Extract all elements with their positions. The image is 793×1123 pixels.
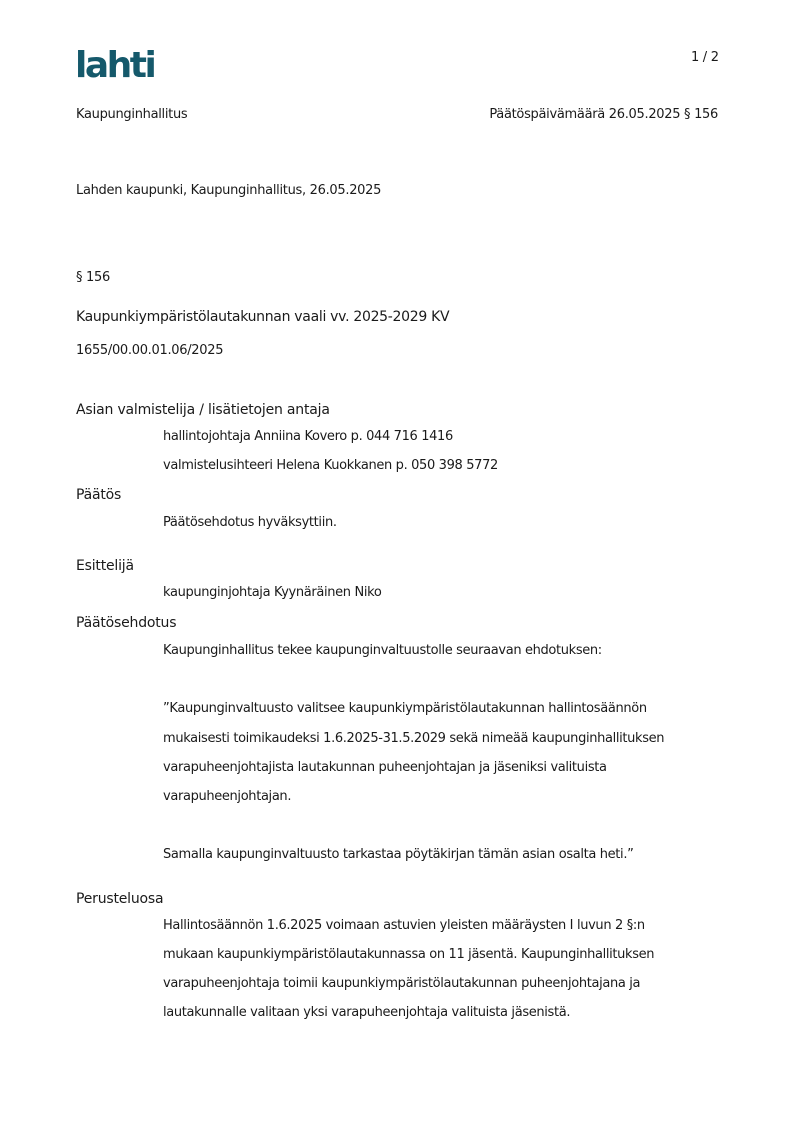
- presenter-heading: Esittelijä: [76, 558, 134, 574]
- meeting-line: Lahden kaupunki, Kaupunginhallitus, 26.05.2025: [76, 183, 382, 198]
- lahti-logo-icon: [75, 46, 167, 82]
- rationale-line: varapuheenjohtaja toimii kaupunkiympäristölautakunnan puheenjohtajana ja: [163, 976, 641, 991]
- section-number: § 156: [76, 270, 110, 285]
- proposal-quote-line: varapuheenjohtajista lautakunnan puheenjohtajan ja jäseniksi valituista: [163, 760, 607, 775]
- preparer-line: hallintojohtaja Anniina Kovero p. 044 716 1416: [163, 429, 453, 444]
- decision-heading: Päätös: [76, 487, 122, 503]
- rationale-heading: Perusteluosa: [76, 891, 164, 907]
- logo-wordmark: lahti: [75, 46, 155, 82]
- proposal-heading: Päätösehdotus: [76, 615, 177, 631]
- rationale-line: mukaan kaupunkiympäristölautakunnassa on 11 jäsentä. Kaupunginhallituksen: [163, 947, 655, 962]
- proposal-intro: Kaupunginhallitus tekee kaupunginvaltuustolle seuraavan ehdotuksen:: [163, 643, 602, 658]
- lahti-logo: [75, 46, 167, 82]
- page-number: 1 / 2: [691, 50, 719, 65]
- organ-name: Kaupunginhallitus: [76, 107, 188, 122]
- presenter-text: kaupunginjohtaja Kyynäräinen Niko: [163, 585, 382, 600]
- matter-title: Kaupunkiympäristölautakunnan vaali vv. 2025-2029 KV: [76, 309, 450, 325]
- rationale-line: lautakunnalle valitaan yksi varapuheenjohtaja valituista jäsenistä.: [163, 1005, 571, 1020]
- proposal-quote-line: varapuheenjohtajan.: [163, 789, 292, 804]
- proposal-closing: Samalla kaupunginvaltuusto tarkastaa pöytäkirjan tämän asian osalta heti.”: [163, 847, 634, 862]
- decision-date: Päätöspäivämäärä 26.05.2025 § 156: [489, 107, 718, 122]
- proposal-quote-line: mukaisesti toimikaudeksi 1.6.2025-31.5.2029 sekä nimeää kaupunginhallituksen: [163, 731, 665, 746]
- rationale-line: Hallintosäännön 1.6.2025 voimaan astuvien yleisten määräysten I luvun 2 §:n: [163, 918, 645, 933]
- proposal-quote-line: ”Kaupunginvaltuusto valitsee kaupunkiympäristölautakunnan hallintosäännön: [163, 701, 647, 716]
- preparers-heading: Asian valmistelija / lisätietojen antaja: [76, 402, 330, 418]
- record-number: 1655/00.00.01.06/2025: [76, 343, 224, 358]
- preparer-line: valmistelusihteeri Helena Kuokkanen p. 050 398 5772: [163, 458, 498, 473]
- decision-text: Päätösehdotus hyväksyttiin.: [163, 515, 337, 530]
